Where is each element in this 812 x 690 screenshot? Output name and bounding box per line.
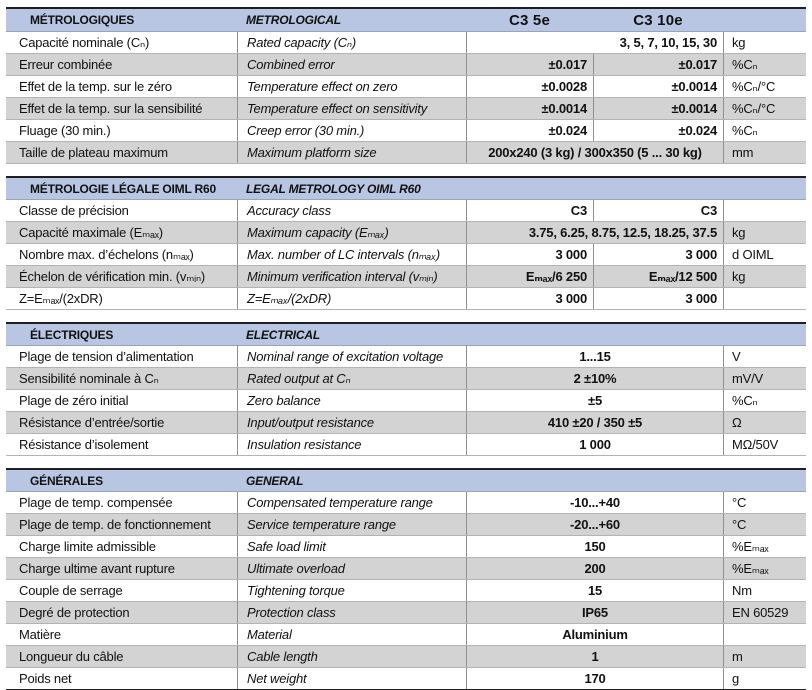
spec-row xyxy=(6,390,806,412)
spec-table xyxy=(6,7,806,690)
spec-row xyxy=(6,412,806,434)
row-label-en: Compensated temperature range xyxy=(237,492,466,513)
spec-row xyxy=(6,434,806,456)
row-label-en: Material xyxy=(237,624,466,645)
spec-value-c3-10e: ±0.017 xyxy=(593,54,723,75)
spec-row xyxy=(6,514,806,536)
section-title-fr: GÉNÉRALES xyxy=(30,473,103,488)
unit-label: kg xyxy=(723,32,806,53)
unit-label: °C xyxy=(723,514,806,535)
spec-value-merged: 3.75, 6.25, 8.75, 12.5, 18.25, 37.5 xyxy=(466,222,723,243)
unit-label: V xyxy=(723,346,806,367)
model-header-c3-5e: C3 5e xyxy=(508,11,551,29)
spec-row xyxy=(6,54,806,76)
unit-label: kg xyxy=(723,222,806,243)
row-label-fr: Sensibilité nominale à Cₙ xyxy=(19,370,159,386)
row-label-en: Max. number of LC intervals (nₘₐₓ) xyxy=(237,244,466,265)
row-label-en: Cable length xyxy=(237,646,466,667)
row-label-en: Maximum capacity (Eₘₐₓ) xyxy=(237,222,466,243)
unit-label: m xyxy=(723,646,806,667)
section-title-fr: ÉLECTRIQUES xyxy=(30,327,114,342)
row-label-fr: Longueur du câble xyxy=(19,649,124,664)
row-label-en: Z=Eₘₐₓ/(2xDR) xyxy=(237,288,466,309)
spec-value-c3-5e: 3 000 xyxy=(466,244,593,265)
spec-value-merged: 150 xyxy=(466,536,723,557)
row-label-fr: Couple de serrage xyxy=(19,583,123,598)
spec-row xyxy=(6,558,806,580)
row-label-fr: Capacité nominale (Cₙ) xyxy=(19,34,150,50)
row-label-fr: Nombre max. d’échelons (nₘₐₓ) xyxy=(19,246,194,262)
section-title-en: METROLOGICAL xyxy=(246,13,341,27)
spec-row xyxy=(6,32,806,54)
unit-label: %Eₘₐₓ xyxy=(723,536,806,557)
row-label-en: Maximum platform size xyxy=(237,142,466,163)
unit-label: kg xyxy=(723,266,806,287)
section-header-band xyxy=(6,470,806,492)
unit-label: g xyxy=(723,668,806,689)
spec-value-c3-5e: ±0.017 xyxy=(466,54,593,75)
spec-section-general xyxy=(6,468,806,690)
spec-value-merged: 410 ±20 / 350 ±5 xyxy=(466,412,723,433)
spec-value-merged: 1 000 xyxy=(466,434,723,455)
spec-value-c3-10e: ±0.0014 xyxy=(593,98,723,119)
row-label-en: Ultimate overload xyxy=(237,558,466,579)
unit-label: %Cₙ/°C xyxy=(723,98,806,119)
spec-row xyxy=(6,98,806,120)
spec-row xyxy=(6,368,806,390)
spec-value-merged: IP65 xyxy=(466,602,723,623)
row-label-fr: Matière xyxy=(19,627,61,642)
row-label-en: Insulation resistance xyxy=(237,434,466,455)
unit-label: Ω xyxy=(723,412,806,433)
spec-row xyxy=(6,288,806,310)
row-label-fr: Erreur combinée xyxy=(19,57,113,72)
unit-label: EN 60529 xyxy=(723,602,806,623)
row-label-fr: Résistance d’isolement xyxy=(19,437,149,452)
spec-row xyxy=(6,222,806,244)
spec-value-c3-10e: ±0.0014 xyxy=(593,76,723,97)
spec-row xyxy=(6,266,806,288)
spec-section-metrological xyxy=(6,7,806,164)
row-label-fr: Charge limite admissible xyxy=(19,539,156,554)
row-label-en: Net weight xyxy=(237,668,466,689)
row-label-en: Protection class xyxy=(237,602,466,623)
spec-value-merged: 200x240 (3 kg) / 300x350 (5 ... 30 kg) xyxy=(466,142,723,163)
spec-row xyxy=(6,346,806,368)
spec-value-c3-5e: Eₘₐₓ/6 250 xyxy=(466,266,593,287)
unit-label: %Cₙ xyxy=(723,120,806,141)
unit-label xyxy=(723,624,806,645)
row-label-fr: Poids net xyxy=(19,671,72,686)
row-label-fr: Résistance d’entrée/sortie xyxy=(19,415,165,430)
spec-value-c3-10e: ±0.024 xyxy=(593,120,723,141)
row-label-en: Zero balance xyxy=(237,390,466,411)
spec-row xyxy=(6,646,806,668)
spec-value-merged: 2 ±10% xyxy=(466,368,723,389)
row-label-en: Minimum verification interval (vₘᵢₙ) xyxy=(237,266,466,287)
section-header-band xyxy=(6,9,806,32)
spec-value-merged: 170 xyxy=(466,668,723,689)
unit-label: °C xyxy=(723,492,806,513)
unit-label xyxy=(723,288,806,309)
spec-value-c3-5e: ±0.0014 xyxy=(466,98,593,119)
row-label-en: Creep error (30 min.) xyxy=(237,120,466,141)
unit-label: %Eₘₐₓ xyxy=(723,558,806,579)
row-label-en: Combined error xyxy=(237,54,466,75)
row-label-fr: Classe de précision xyxy=(19,203,129,218)
spec-value-merged: 15 xyxy=(466,580,723,601)
spec-value-merged: Aluminium xyxy=(466,624,723,645)
section-title-fr: MÉTROLOGIE LÉGALE OIML R60 xyxy=(30,181,216,196)
row-label-fr: Z=Eₘₐₓ/(2xDR) xyxy=(19,290,103,306)
spec-row xyxy=(6,602,806,624)
section-title-fr: MÉTROLOGIQUES xyxy=(30,13,135,27)
row-label-fr: Fluage (30 min.) xyxy=(19,123,111,138)
row-label-fr: Échelon de vérification min. (vₘᵢₙ) xyxy=(19,268,206,284)
row-label-fr: Plage de zéro initial xyxy=(19,393,129,408)
unit-label: %Cₙ xyxy=(723,390,806,411)
spec-value-merged: 1 xyxy=(466,646,723,667)
section-title-en: GENERAL xyxy=(246,473,304,488)
row-label-fr: Degré de protection xyxy=(19,605,130,620)
spec-row xyxy=(6,120,806,142)
spec-row xyxy=(6,200,806,222)
row-label-fr: Effet de la temp. sur la sensibilité xyxy=(19,101,203,116)
spec-row xyxy=(6,668,806,690)
spec-value-merged: -20...+60 xyxy=(466,514,723,535)
row-label-en: Tightening torque xyxy=(237,580,466,601)
row-label-fr: Plage de temp. compensée xyxy=(19,495,173,510)
spec-section-legal-metrology xyxy=(6,176,806,310)
spec-value-c3-5e: C3 xyxy=(466,200,593,221)
row-label-fr: Plage de temp. de fonctionnement xyxy=(19,517,211,532)
spec-value-c3-10e: C3 xyxy=(593,200,723,221)
section-header-band xyxy=(6,178,806,200)
spec-value-merged: 1...15 xyxy=(466,346,723,367)
row-label-fr: Taille de plateau maximum xyxy=(19,145,168,160)
section-title-en: ELECTRICAL xyxy=(246,327,320,342)
spec-row xyxy=(6,580,806,602)
spec-row xyxy=(6,624,806,646)
unit-label: %Cₙ/°C xyxy=(723,76,806,97)
row-label-en: Rated capacity (Cₙ) xyxy=(237,32,466,53)
row-label-en: Input/output resistance xyxy=(237,412,466,433)
spec-value-c3-10e: Eₘₐₓ/12 500 xyxy=(593,266,723,287)
spec-value-merged: 3, 5, 7, 10, 15, 30 xyxy=(466,32,723,53)
spec-row xyxy=(6,536,806,558)
spec-value-c3-10e: 3 000 xyxy=(593,244,723,265)
spec-value-c3-10e: 3 000 xyxy=(593,288,723,309)
section-header-band xyxy=(6,324,806,346)
spec-value-merged: ±5 xyxy=(466,390,723,411)
unit-label: mm xyxy=(723,142,806,163)
section-title-en: LEGAL METROLOGY OIML R60 xyxy=(246,181,421,196)
spec-value-c3-5e: ±0.0028 xyxy=(466,76,593,97)
row-label-fr: Capacité maximale (Eₘₐₓ) xyxy=(19,224,163,240)
row-label-en: Nominal range of excitation voltage xyxy=(237,346,466,367)
row-label-fr: Plage de tension d’alimentation xyxy=(19,349,194,364)
model-header-c3-10e: C3 10e xyxy=(633,11,683,29)
spec-row xyxy=(6,76,806,98)
row-label-fr: Effet de la temp. sur le zéro xyxy=(19,79,172,94)
row-label-en: Temperature effect on zero xyxy=(237,76,466,97)
row-label-en: Accuracy class xyxy=(237,200,466,221)
row-label-en: Service temperature range xyxy=(237,514,466,535)
unit-label: mV/V xyxy=(723,368,806,389)
unit-label: d OIML xyxy=(723,244,806,265)
row-label-en: Temperature effect on sensitivity xyxy=(237,98,466,119)
row-label-en: Rated output at Cₙ xyxy=(237,368,466,389)
spec-section-electrical xyxy=(6,322,806,456)
spec-value-c3-5e: 3 000 xyxy=(466,288,593,309)
unit-label: %Cₙ xyxy=(723,54,806,75)
unit-label: Nm xyxy=(723,580,806,601)
spec-value-merged: 200 xyxy=(466,558,723,579)
row-label-en: Safe load limit xyxy=(237,536,466,557)
spec-value-merged: -10...+40 xyxy=(466,492,723,513)
spec-row xyxy=(6,492,806,514)
unit-label: MΩ/50V xyxy=(723,434,806,455)
spec-row xyxy=(6,142,806,164)
row-label-fr: Charge ultime avant rupture xyxy=(19,561,175,576)
spec-row xyxy=(6,244,806,266)
spec-value-c3-5e: ±0.024 xyxy=(466,120,593,141)
unit-label xyxy=(723,200,806,221)
